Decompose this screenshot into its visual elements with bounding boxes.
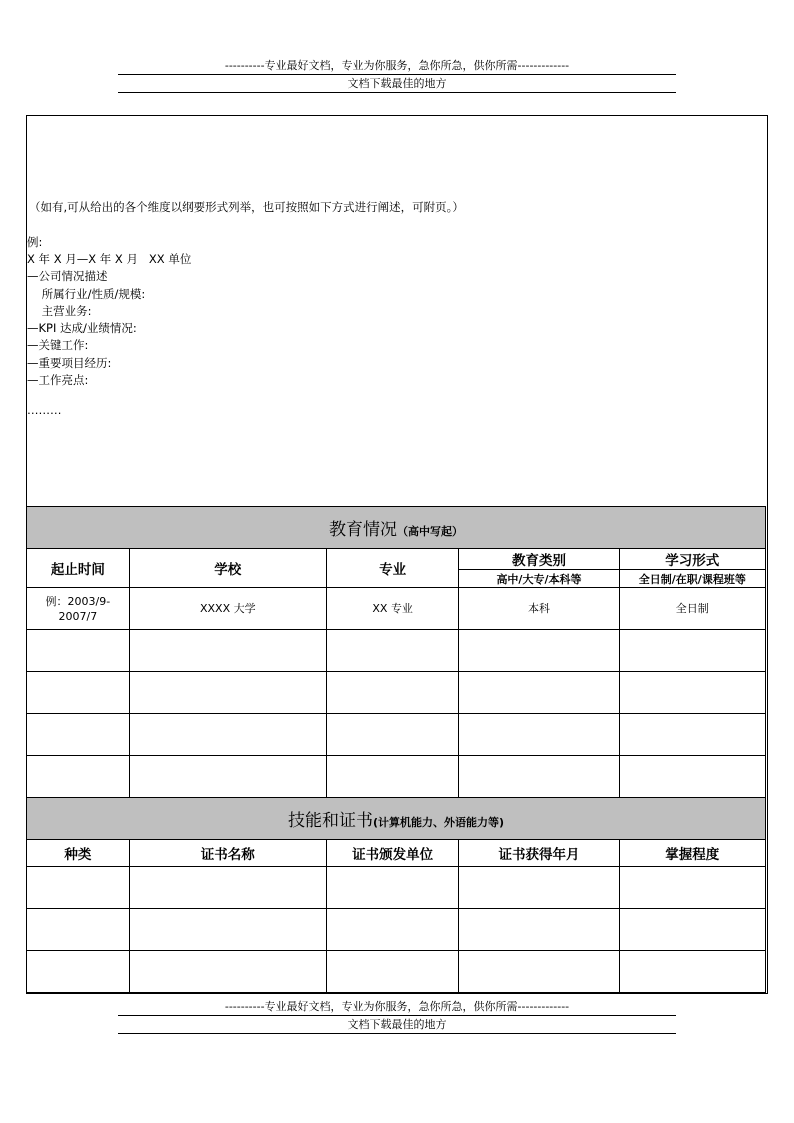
page-header — [118, 58, 676, 93]
education-title-note: （高中写起） — [397, 525, 463, 538]
header-rule — [118, 92, 676, 93]
cell-period[interactable] — [27, 630, 130, 672]
table-row — [27, 672, 766, 714]
skills-title: 技能和证书 — [287, 811, 373, 831]
cell-mode[interactable] — [619, 714, 765, 756]
skills-title-note: (计算机能力、外语能力等) — [372, 816, 505, 829]
cell-issuer[interactable] — [326, 867, 458, 909]
cell-category[interactable] — [459, 714, 619, 756]
cell-category[interactable] — [459, 672, 619, 714]
table-row — [27, 714, 766, 756]
cell-category[interactable] — [459, 756, 619, 798]
col-level: 掌握程度 — [619, 840, 765, 867]
header-tagline: ----------专业最好文档，专业为你服务，急你所急，供你所需------------- — [224, 59, 570, 72]
page-footer — [118, 999, 676, 1034]
table-row — [27, 867, 766, 909]
cell-major[interactable] — [326, 714, 458, 756]
cell-major[interactable] — [326, 756, 458, 798]
cell-period[interactable] — [27, 672, 130, 714]
footer-rule — [118, 1033, 676, 1034]
cell-cert-name[interactable] — [129, 867, 326, 909]
table-row — [27, 951, 766, 993]
notes-line: 例: — [27, 235, 43, 249]
cell-level[interactable] — [619, 951, 765, 993]
col-major: 专业 — [326, 549, 458, 588]
cell-school[interactable]: XXXX 大学 — [129, 588, 326, 630]
table-row — [27, 756, 766, 798]
col-mode-sub: 全日制/在职/课程班等 — [619, 570, 765, 588]
cell-type[interactable] — [27, 867, 130, 909]
notes-line: —KPI 达成/业绩情况: — [27, 321, 137, 335]
cell-school[interactable] — [129, 630, 326, 672]
cell-category[interactable]: 本科 — [459, 588, 619, 630]
notes-line: —公司情况描述 — [27, 269, 108, 283]
work-experience-notes — [27, 116, 767, 506]
notes-line: 所属行业/性质/规模: — [27, 287, 146, 301]
cell-issuer[interactable] — [326, 951, 458, 993]
cell-type[interactable] — [27, 909, 130, 951]
cell-issuer[interactable] — [326, 909, 458, 951]
cell-school[interactable] — [129, 714, 326, 756]
cell-major[interactable] — [326, 630, 458, 672]
notes-line: X 年 X 月—X 年 X 月 XX 单位 — [27, 252, 192, 266]
col-school: 学校 — [129, 549, 326, 588]
education-table — [26, 506, 766, 993]
cell-major[interactable]: XX 专业 — [326, 588, 458, 630]
cell-category[interactable] — [459, 630, 619, 672]
resume-form — [26, 115, 768, 994]
cell-type[interactable] — [27, 951, 130, 993]
notes-instruction: （如有,可从给出的各个维度以纲要形式列举，也可按照如下方式进行阐述，可附页。） — [29, 200, 464, 214]
cell-level[interactable] — [619, 909, 765, 951]
col-category: 教育类别 — [459, 549, 619, 570]
education-section-title — [27, 507, 766, 549]
skills-section-title — [27, 798, 766, 840]
notes-line: —重要项目经历: — [27, 356, 112, 370]
col-type: 种类 — [27, 840, 130, 867]
cell-school[interactable] — [129, 756, 326, 798]
cell-date[interactable] — [459, 951, 619, 993]
table-row — [27, 588, 766, 630]
cell-period[interactable] — [27, 714, 130, 756]
col-date: 证书获得年月 — [459, 840, 619, 867]
table-row — [27, 630, 766, 672]
cell-mode[interactable] — [619, 630, 765, 672]
header-site-text: 文档下载最佳的地方 — [347, 77, 447, 90]
cell-mode[interactable] — [619, 672, 765, 714]
cell-period[interactable] — [27, 756, 130, 798]
col-cert-name: 证书名称 — [129, 840, 326, 867]
notes-line: 主营业务: — [27, 304, 92, 318]
col-period: 起止时间 — [27, 549, 130, 588]
cell-mode[interactable]: 全日制 — [619, 588, 765, 630]
education-title: 教育情况 — [329, 520, 397, 540]
notes-line: —关键工作: — [27, 338, 89, 352]
col-mode: 学习形式 — [619, 549, 765, 570]
notes-ellipsis: ……… — [27, 403, 62, 417]
cell-level[interactable] — [619, 867, 765, 909]
footer-tagline: ----------专业最好文档，专业为你服务，急你所急，供你所需------------- — [224, 1000, 570, 1013]
cell-mode[interactable] — [619, 756, 765, 798]
footer-site-text: 文档下载最佳的地方 — [347, 1018, 447, 1031]
cell-cert-name[interactable] — [129, 909, 326, 951]
table-row — [27, 909, 766, 951]
col-category-sub: 高中/大专/本科等 — [459, 570, 619, 588]
cell-school[interactable] — [129, 672, 326, 714]
notes-line: —工作亮点: — [27, 373, 89, 387]
cell-period[interactable]: 例：2003/9- 2007/7 — [27, 588, 130, 630]
cell-date[interactable] — [459, 909, 619, 951]
cell-major[interactable] — [326, 672, 458, 714]
cell-date[interactable] — [459, 867, 619, 909]
col-issuer: 证书颁发单位 — [326, 840, 458, 867]
cell-cert-name[interactable] — [129, 951, 326, 993]
